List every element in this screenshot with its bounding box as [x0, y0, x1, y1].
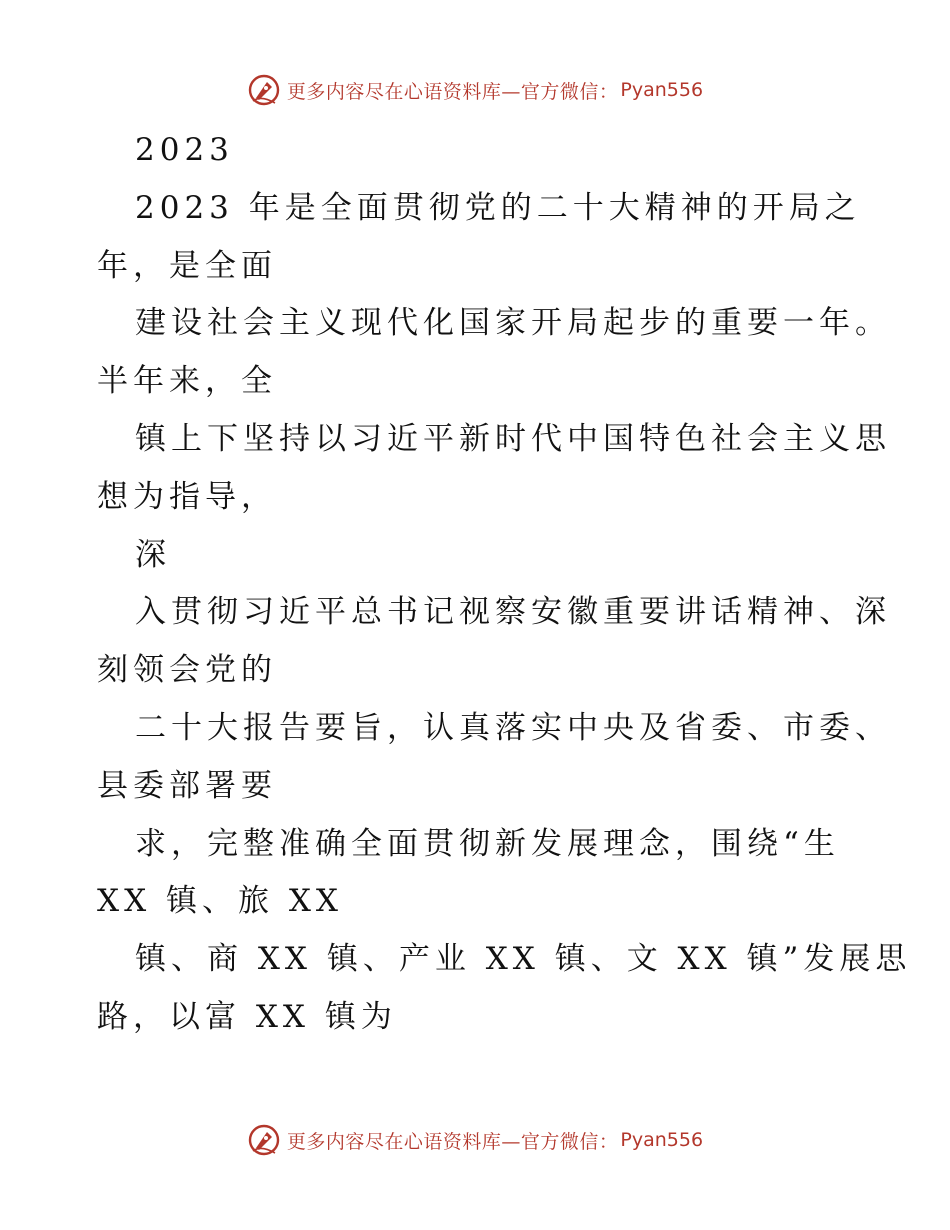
pen-nib-logo-icon: [247, 73, 281, 107]
doc-line: 2023: [135, 132, 234, 168]
doc-line: 求，完整准确全面贯彻新发展理念，围绕“生: [135, 825, 840, 862]
watermark-text: 更多内容尽在心语资料库—官方微信：: [286, 80, 619, 103]
pen-nib-logo-icon: [247, 1123, 281, 1157]
header-watermark: [0, 70, 950, 110]
document-body: [97, 122, 912, 1047]
watermark-handle: Pyan556: [620, 1129, 704, 1151]
doc-line: XX 镇、旅 XX: [97, 883, 343, 920]
doc-line: 2023 年是全面贯彻党的二十大精神的开局之: [135, 189, 861, 226]
watermark-text: 更多内容尽在心语资料库—官方微信：: [286, 1130, 619, 1153]
doc-line: 入贯彻习近平总书记视察安徽重要讲话精神、深: [135, 594, 891, 631]
doc-line: 刻领会党的: [97, 652, 277, 689]
doc-line: 县委部署要: [97, 767, 277, 804]
doc-line: 想为指导，: [97, 478, 277, 515]
doc-line: 二十大报告要旨，认真落实中央及省委、市委、: [135, 709, 891, 746]
watermark-handle: Pyan556: [620, 79, 704, 101]
doc-line: 建设社会主义现代化国家开局起步的重要一年。: [135, 305, 891, 342]
doc-line: 深: [135, 536, 171, 573]
doc-line: 镇上下坚持以习近平新时代中国特色社会主义思: [135, 420, 891, 457]
doc-line: 半年来，全: [97, 363, 277, 400]
doc-line: 路，以富 XX 镇为: [97, 998, 397, 1035]
doc-line: 年，是全面: [97, 247, 277, 284]
doc-line: 镇、商 XX 镇、产业 XX 镇、文 XX 镇”发展思: [135, 941, 912, 978]
footer-watermark: [0, 1120, 950, 1160]
